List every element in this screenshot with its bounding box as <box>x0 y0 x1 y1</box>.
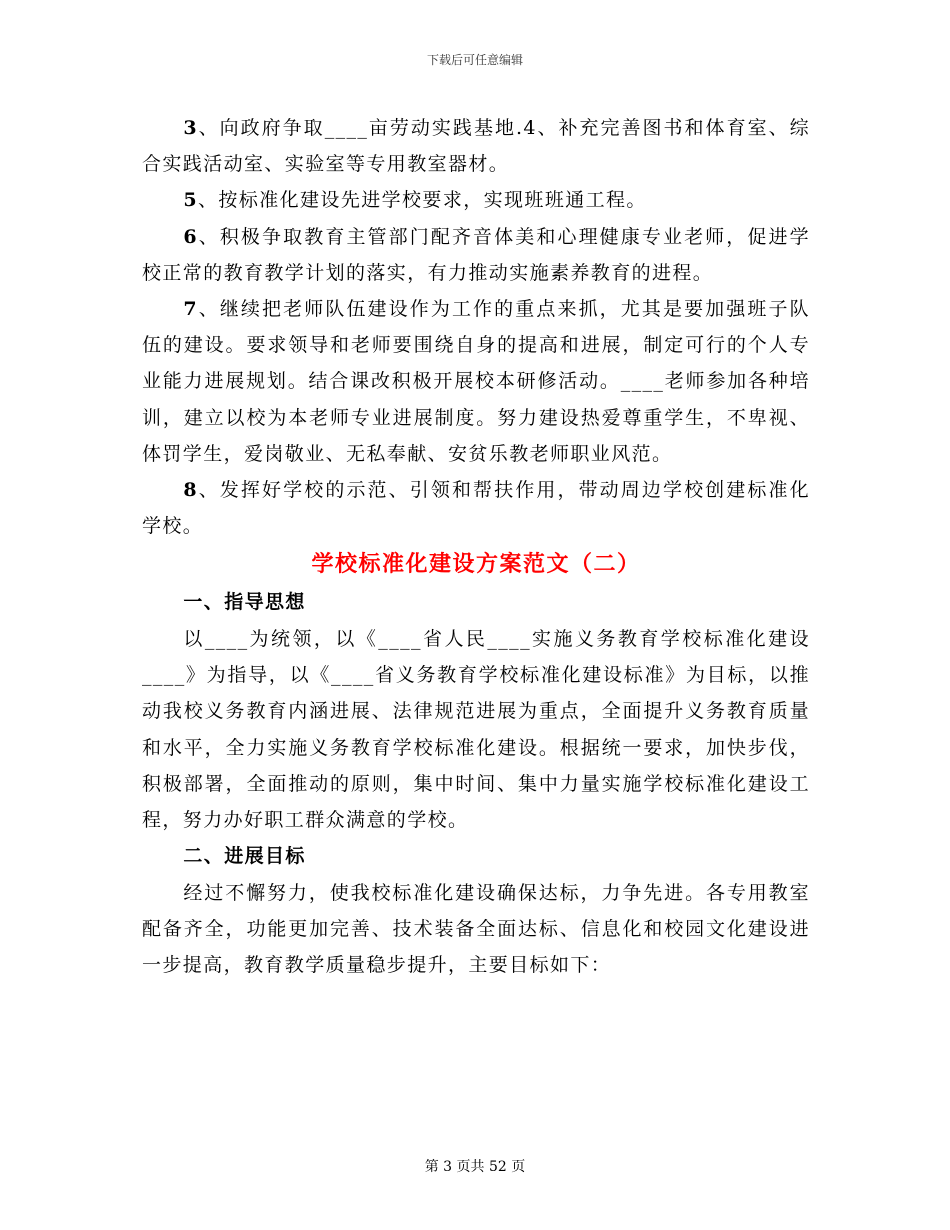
paragraph-text: 、继续把老师队伍建设作为工作的重点来抓，尤其是要加强班子队伍的建设。要求领导和老师要围绕自身的提高和进展，制定可行的个人专业能力进展规划。结合课改积极开展校本研修活动。____老师参加各种培训，建立以校为本老师专业进展制度。努力建设热爱尊重学生，不卑视、体罚学生，爱岗敬业、无私奉献、安贫乐教老师职业风范。 <box>142 298 810 465</box>
paragraph-item-5 <box>142 182 810 218</box>
paragraph-item-3 <box>142 110 810 182</box>
section-body-development-goals: 经过不懈努力，使我校标准化建设确保达标，力争先进。各专用教室配备齐全，功能更加完善、技术装备全面达标、信息化和校园文化建设进一步提高，教育教学质量稳步提升，主要目标如下： <box>142 881 810 977</box>
item-number: 6 <box>183 225 199 248</box>
section-heading-development-goals: 二、进展目标 <box>183 845 306 868</box>
item-number: 3 <box>183 117 199 139</box>
document-title: 学校标准化建设方案范文（二） <box>311 551 641 578</box>
page-header: 下载后可任意编辑 <box>426 53 523 67</box>
paragraph-text: 、按标准化建设先进学校要求，实现班班通工程。 <box>198 189 647 212</box>
section-body-guiding-ideology: 以____为统领，以《____省人民____实施义务教育学校标准化建设____》为指导，以《____省义务教育学校标准化建设标准》为目标，以推动我校义务教育内涵进展、法律规范进展为重点，全面提升义务教育质量和水平，全力实施义务教育学校标准化建设。根据统一要求，加快步伐，积极部署，全面推动的原则，集中时间、集中力量实施学校标准化建设工程，努力办好职工群众满意的学校。 <box>142 627 810 831</box>
paragraph-item-7 <box>142 291 810 472</box>
paragraph-text: 、积极争取教育主管部门配齐音体美和心理健康专业老师，促进学校正常的教育教学计划的落实，有力推动实施素养教育的进程。 <box>142 225 810 284</box>
item-number: 7 <box>183 298 199 321</box>
paragraph-text: 、发挥好学校的示范、引领和帮扶作用，带动周边学校创建标准化学校。 <box>142 479 810 538</box>
paragraph-item-6 <box>142 219 810 291</box>
item-number: 5 <box>183 189 199 212</box>
paragraph-text: 、向政府争取____亩劳动实践基地.4、补充完善图书和体育室、综合实践活动室、实验室等专用教室器材。 <box>142 117 810 176</box>
item-number: 8 <box>183 479 199 502</box>
section-heading-guiding-ideology: 一、指导思想 <box>183 591 306 614</box>
paragraph-item-8 <box>142 472 810 544</box>
document-body <box>142 110 810 983</box>
page-number-footer: 第 3 页共 52 页 <box>424 1159 526 1175</box>
